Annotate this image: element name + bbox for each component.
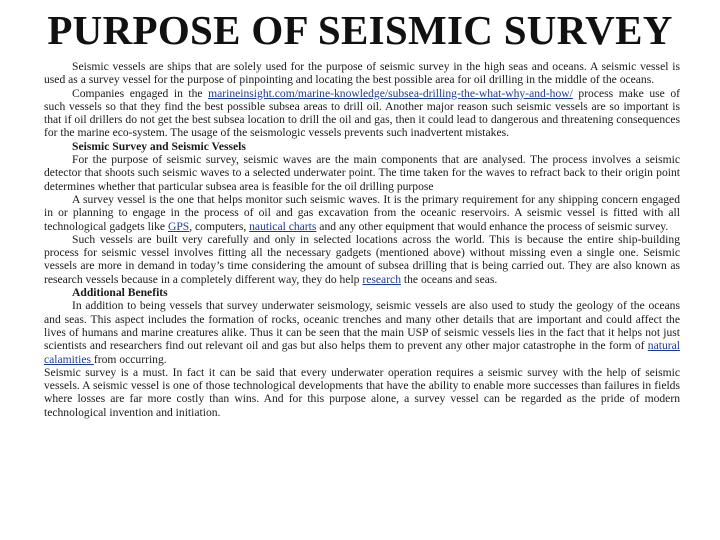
paragraph-benefits — [44, 299, 680, 365]
gps-link[interactable]: GPS — [167, 219, 190, 233]
paragraph-intro: Seismic vessels are ships that are solely used for the purpose of seismic survey in the high seas and oceans. A seismic vessel is used as a survey vessel for the purpose of pinpointing and locating the best possible area for oil drilling in the middle of the oceans. — [44, 60, 680, 87]
nautical-charts-link[interactable]: nautical charts — [249, 219, 317, 233]
article-body — [44, 60, 680, 419]
heading-seismic-survey: Seismic Survey and Seismic Vessels — [72, 139, 246, 153]
paragraph-survey-vessel-text-end: and any other equipment that would enhance the process of seismic survey. — [316, 219, 669, 233]
paragraph-vessel-building-text-start: Such vessels are built very carefully and only in selected locations across the world. This is because the entire ship-building process for seismic vessel involves fitting all the necessary gadgets (mentioned above) without missing even a single one. Seismic vessels are more in demand in today’s time considering the amount of subsea drilling that is being carried out. They are also known as research vessels because in a completely different way, they do help — [44, 232, 680, 286]
paragraph-vessel-building — [44, 233, 680, 286]
natural-calamities-link[interactable]: natural calamities — [44, 339, 680, 366]
paragraph-conclusion: Seismic survey is a must. In fact it can be said that every underwater operation requires a seismic survey with the help of seismic vessels. A seismic vessel is one of those technological developments that have the ability to enable more successes than failures in fields where losses are far more costly than wins. And for this purpose alone, a survey vessel can be regarded as the pride of modern technological invention and initiation. — [44, 365, 680, 419]
paragraph-companies-text-start: Companies engaged in the — [72, 86, 209, 100]
page-title: PURPOSE OF SEISMIC SURVEY — [47, 7, 673, 53]
paragraph-companies — [44, 87, 680, 140]
paragraph-vessel-building-text-end: the oceans and seas. — [401, 272, 498, 286]
paragraph-benefits-text-end: from occurring. — [93, 352, 167, 366]
paragraph-benefits-text-start: In addition to being vessels that survey underwater seismology, seismic vessels are also used to study the geology of the oceans and seas. This aspect includes the formation of rocks, oceanic trenches and many other details that are important and could affect the lives of humans and marine creatures alike. Thus it can be seen that the main USP of seismic vessels lies in the fact that it helps not just scientists and researchers find out relevant oil and gas but also helps them to prevent any other major catastrophe in the form of — [44, 299, 680, 353]
paragraph-survey-vessel-text-start: A survey vessel is the one that helps monitor such seismic waves. It is the primary requirement for any shipping concern engaged in or planning to engage in the process of oil and gas excavation from the oceanic reservoirs. A seismic vessel is fitted with all technological gadgets like — [44, 192, 680, 233]
paragraph-survey-vessel — [44, 193, 680, 233]
paragraph-companies-text-end: process make use of such vessels so that they find the best possible subsea areas to drill oil. Another major reason such seismic vessels are so important is that if oil drillers do not get the best subsea location to drill the oil and gas, then it could lead to dangerous and threatening consequences for the marine eco-system. The usage of the seismologic vessels prevents such inadvertent mistakes. — [44, 86, 680, 140]
research-link[interactable]: research — [362, 272, 402, 286]
heading-additional-benefits: Additional Benefits — [72, 286, 168, 300]
paragraph-seismic-waves: For the purpose of seismic survey, seismic waves are the main components that are analysed. The process involves a seismic detector that shoots such seismic waves to a selected underwater point. The time taken for the waves to refract back to their origin point determines whether that particular subsea area is feasible for the oil drilling purpose — [44, 153, 680, 193]
subsea-drilling-link[interactable]: marineinsight.com/marine-knowledge/subsea-drilling-the-what-why-and-how/ — [208, 86, 573, 100]
paragraph-survey-vessel-text-middle: , computers, — [189, 219, 250, 233]
